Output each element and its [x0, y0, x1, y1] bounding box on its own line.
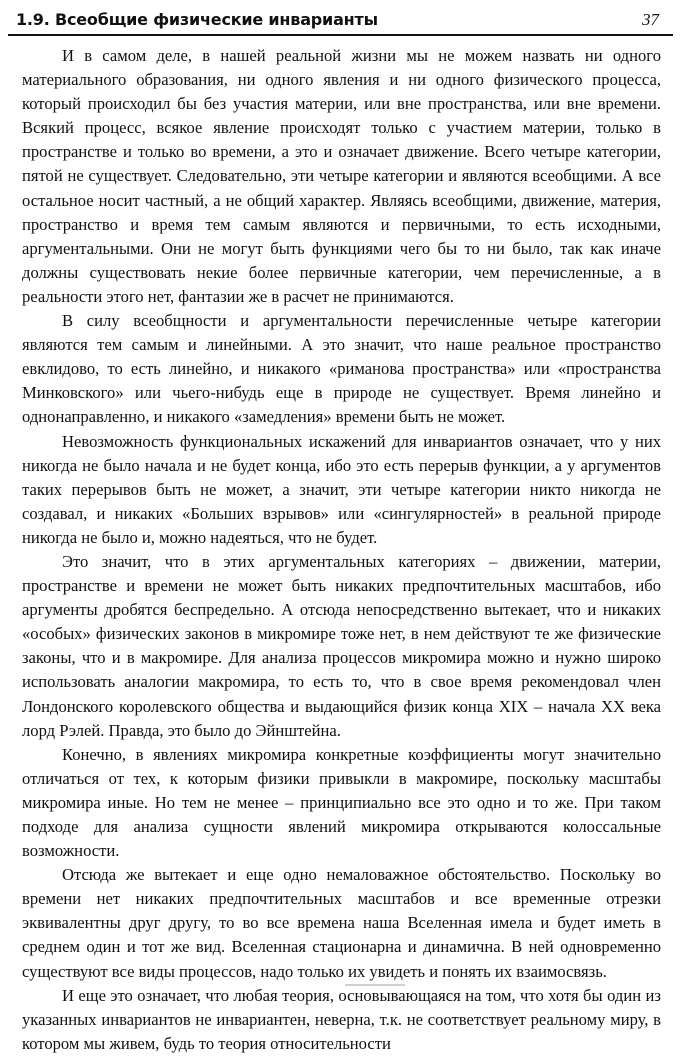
paragraph-4: Это значит, что в этих аргументальных категориях – движении, материи, пространстве и времени не может быть никаких предпочтительных масштабов, ибо аргументы дробятся беспредельно. А отсюда непосредственно вытекает, что и никаких «особых» физических законов в микромире тоже нет, в нем действуют те же физические законы, что и в макромире. Для анализа процессов микромира можно и нужно широко использовать аналогии макромира, то есть то, что в свое время рекомендовал член Лондонского королевского общества и выдающийся физик конца XIX – начала XX века лорд Рэлей. Правда, это было до Эйнштейна.: [22, 551, 661, 740]
paragraph-7: И еще это означает, что любая теория, основывающаяся на том, что хотя бы один из указанных инвариантов не инвариантен, неверна, т.к. не соответствует реальному миру, в котором мы живем, будь то теория относительности: [22, 985, 661, 1053]
paragraph-1: И в самом деле, в нашей реальной жизни мы не можем назвать ни одного материального образования, ни одного явления и ни одного физического процесса, который происходил бы без участия материи, или вне пространства, или вне времени. Всякий процесс, всякое явление происходят только с участием материи, только в пространстве и только во времени, а это и означает движение. Всего четыре категории, пятой не существует. Следовательно, эти четыре категории и являются всеобщими. А все остальное носит частный, а не общий характер. Являясь всеобщими, движение, материя, пространство и время тем самым являются и первичными, то есть исходными, аргументальными. Они не могут быть функциями чего бы то ни было, так как иначе должны существовать некие более первичные категории, чем перечисленные, а в реальности этого нет, фантазии же в расчет не принимаются.: [22, 46, 661, 306]
paragraph-3: Невозможность функциональных искажений для инвариантов означает, что у них никогда не было начала и не будет конца, ибо это есть перерыв функции, а у аргументов таких перерывов быть не может, а значит, эти четыре категории никто никогда не создавал, и никаких «Больших взрывов» или «сингулярностей» в реальной природе никогда не было и, можно надеяться, что не будет.: [22, 431, 661, 547]
paragraph-2: В силу всеобщности и аргументальности перечисленные четыре категории являются тем самым и линейными. А это значит, что наше реальное пространство евклидово, то есть линейно, и никакого «риманова пространства» или «пространства Минковского» или чьего-нибудь еще в природе не существует. Время линейно и однонаправленно, и никакого «замедления» времени быть не может.: [22, 311, 661, 427]
section-title: 1.9. Всеобщие физические инварианты: [16, 10, 378, 29]
page-number: 37: [642, 10, 659, 29]
footer-scan-mark: [345, 984, 405, 986]
running-header: [8, 6, 673, 36]
body-text: [22, 44, 661, 1056]
paragraph-5: Конечно, в явлениях микромира конкретные коэффициенты могут значительно отличаться от тех, к которым физики привыкли в макромире, поскольку масштабы микромира иные. Но тем не менее – принципиально все это одно и то же. При таком подходе для анализа сущности явлений микромира открываются колоссальные возможности.: [22, 744, 661, 861]
paragraph-6: Отсюда же вытекает и еще одно немаловажное обстоятельство. Поскольку во времени нет никаких предпочтительных масштабов и все временные отрезки эквивалентны друг другу, то во все времена наша Вселенная имела и будет иметь в среднем один и тот же вид. Вселенная стационарна и динамична. В ней одновременно существуют все виды процессов, надо только их увидеть и понять их взаимосвязь.: [22, 865, 661, 981]
